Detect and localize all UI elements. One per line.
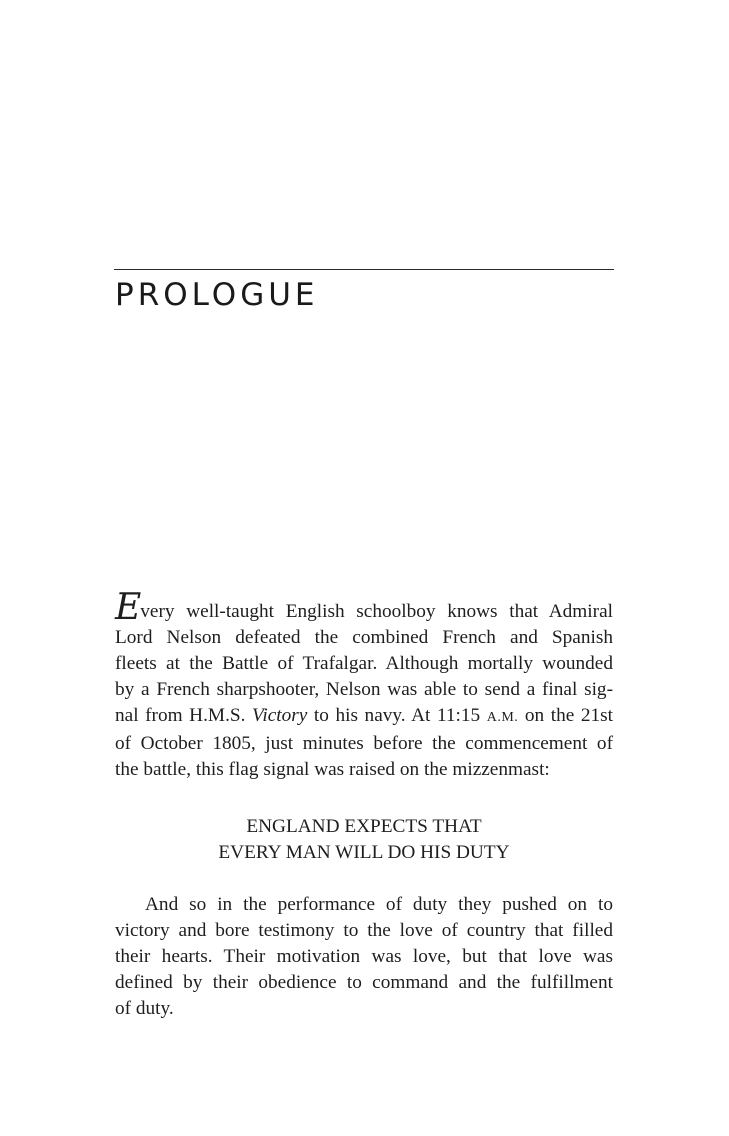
text-line: victory and bore testimony to the love of country that filled [115,920,613,941]
chapter-title: PROLOGUE [115,277,319,313]
text-line: of duty. [115,998,174,1019]
text-line [115,703,613,731]
line-text: nal from H.M.S. [115,705,253,726]
time-suffix: A.M. [486,710,519,725]
heading-rule [114,269,614,270]
text-line [115,587,613,628]
drop-cap: E [115,587,142,628]
text-line: And so in the performance of duty they pushed on to [145,894,613,915]
text-line: their hearts. Their motivation was love, but that love was [115,946,613,967]
text-line: of October 1805, just minutes before the commencement of [115,733,613,754]
signal-line: EVERY MAN WILL DO HIS DUTY [218,842,510,863]
signal-line: ENGLAND EXPECTS THAT [246,816,482,837]
text-line: Lord Nelson defeated the combined French and Spanish [115,627,613,648]
text-line: the battle, this flag signal was raised on the mizzenmast: [115,759,550,780]
text-line: defined by their obedience to command and the fulfillment [115,972,613,993]
ship-name: Victory [252,705,308,726]
flag-signal-quote [115,814,613,866]
paragraph-opening [115,587,614,783]
line-text: to his navy. At 11:15 [307,705,487,726]
text-line: by a French sharpshooter, Nelson was able to send a final sig- [115,679,613,700]
line-text: on the 21st [518,705,614,726]
line-text: very well-taught English schoolboy knows that Admiral [140,601,613,622]
text-line: fleets at the Battle of Trafalgar. Although mortally wounded [115,653,613,674]
paragraph-closing [115,892,613,1022]
